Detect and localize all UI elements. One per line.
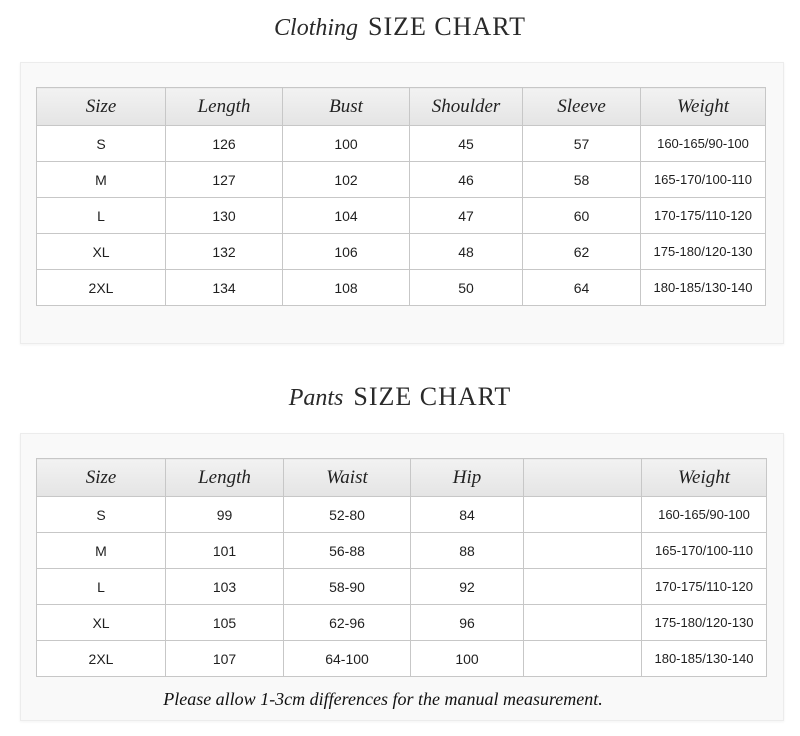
- empty-cell: [524, 533, 642, 569]
- waist-cell: 52-80: [284, 497, 411, 533]
- hip-cell: 92: [411, 569, 524, 605]
- column-header: Size: [37, 459, 166, 497]
- table-row: [37, 497, 767, 533]
- pants-size-panel: [20, 433, 784, 721]
- clothing-size-chart-title: [0, 12, 800, 42]
- length-cell: 101: [166, 533, 284, 569]
- table-row: [37, 162, 766, 198]
- shoulder-cell: 48: [410, 234, 523, 270]
- column-header: Length: [166, 459, 284, 497]
- waist-cell: 64-100: [284, 641, 411, 677]
- length-cell: 103: [166, 569, 284, 605]
- sleeve-cell: 58: [523, 162, 641, 198]
- weight-cell: 180-185/130-140: [642, 641, 767, 677]
- sleeve-cell: 64: [523, 270, 641, 306]
- empty-cell: [524, 641, 642, 677]
- clothing-title-main: SIZE CHART: [368, 12, 526, 41]
- waist-cell: 56-88: [284, 533, 411, 569]
- column-header: Size: [37, 88, 166, 126]
- waist-cell: 58-90: [284, 569, 411, 605]
- sleeve-cell: 57: [523, 126, 641, 162]
- bust-cell: 104: [283, 198, 410, 234]
- pants-title-lead: Pants: [288, 385, 344, 411]
- pants-title-main: SIZE CHART: [353, 382, 512, 411]
- sleeve-cell: 60: [523, 198, 641, 234]
- length-cell: 132: [166, 234, 283, 270]
- table-row: [37, 270, 766, 306]
- clothing-title-lead: Clothing: [274, 15, 359, 41]
- column-header: Length: [166, 88, 283, 126]
- measurement-note: Please allow 1-3cm differences for the manual measurement.: [163, 689, 603, 709]
- table-row: [37, 533, 767, 569]
- length-cell: 127: [166, 162, 283, 198]
- size-cell: M: [37, 533, 166, 569]
- shoulder-cell: 46: [410, 162, 523, 198]
- weight-cell: 175-180/120-130: [641, 234, 766, 270]
- column-header: Waist: [284, 459, 411, 497]
- shoulder-cell: 45: [410, 126, 523, 162]
- empty-cell: [524, 569, 642, 605]
- hip-cell: 88: [411, 533, 524, 569]
- table-row: [37, 198, 766, 234]
- bust-cell: 106: [283, 234, 410, 270]
- weight-cell: 175-180/120-130: [642, 605, 767, 641]
- shoulder-cell: 47: [410, 198, 523, 234]
- length-cell: 107: [166, 641, 284, 677]
- column-header: Weight: [642, 459, 767, 497]
- empty-cell: [524, 497, 642, 533]
- table-row: [37, 641, 767, 677]
- length-cell: 130: [166, 198, 283, 234]
- weight-cell: 180-185/130-140: [641, 270, 766, 306]
- table-row: [37, 569, 767, 605]
- length-cell: 134: [166, 270, 283, 306]
- table-row: [37, 234, 766, 270]
- column-header: Weight: [641, 88, 766, 126]
- length-cell: 126: [166, 126, 283, 162]
- weight-cell: 170-175/110-120: [641, 198, 766, 234]
- hip-cell: 84: [411, 497, 524, 533]
- size-cell: S: [37, 126, 166, 162]
- table-row: [37, 126, 766, 162]
- size-cell: 2XL: [37, 270, 166, 306]
- length-cell: 99: [166, 497, 284, 533]
- table-header-row: [37, 459, 767, 497]
- pants-size-table: [36, 458, 767, 677]
- size-cell: L: [37, 569, 166, 605]
- column-header: Sleeve: [523, 88, 641, 126]
- table-header-row: [37, 88, 766, 126]
- weight-cell: 160-165/90-100: [641, 126, 766, 162]
- bust-cell: 102: [283, 162, 410, 198]
- clothing-size-table: [36, 87, 766, 306]
- column-header: Bust: [283, 88, 410, 126]
- size-cell: S: [37, 497, 166, 533]
- weight-cell: 165-170/100-110: [642, 533, 767, 569]
- table-row: [37, 605, 767, 641]
- empty-cell: [524, 605, 642, 641]
- size-cell: XL: [37, 234, 166, 270]
- sleeve-cell: 62: [523, 234, 641, 270]
- weight-cell: 160-165/90-100: [642, 497, 767, 533]
- weight-cell: 170-175/110-120: [642, 569, 767, 605]
- clothing-size-panel: [20, 62, 784, 344]
- shoulder-cell: 50: [410, 270, 523, 306]
- size-cell: L: [37, 198, 166, 234]
- column-header: Hip: [411, 459, 524, 497]
- pants-size-chart-title: [0, 382, 800, 412]
- length-cell: 105: [166, 605, 284, 641]
- waist-cell: 62-96: [284, 605, 411, 641]
- bust-cell: 108: [283, 270, 410, 306]
- column-header: [524, 459, 642, 497]
- hip-cell: 96: [411, 605, 524, 641]
- column-header: Shoulder: [410, 88, 523, 126]
- size-cell: 2XL: [37, 641, 166, 677]
- hip-cell: 100: [411, 641, 524, 677]
- weight-cell: 165-170/100-110: [641, 162, 766, 198]
- size-cell: M: [37, 162, 166, 198]
- bust-cell: 100: [283, 126, 410, 162]
- size-cell: XL: [37, 605, 166, 641]
